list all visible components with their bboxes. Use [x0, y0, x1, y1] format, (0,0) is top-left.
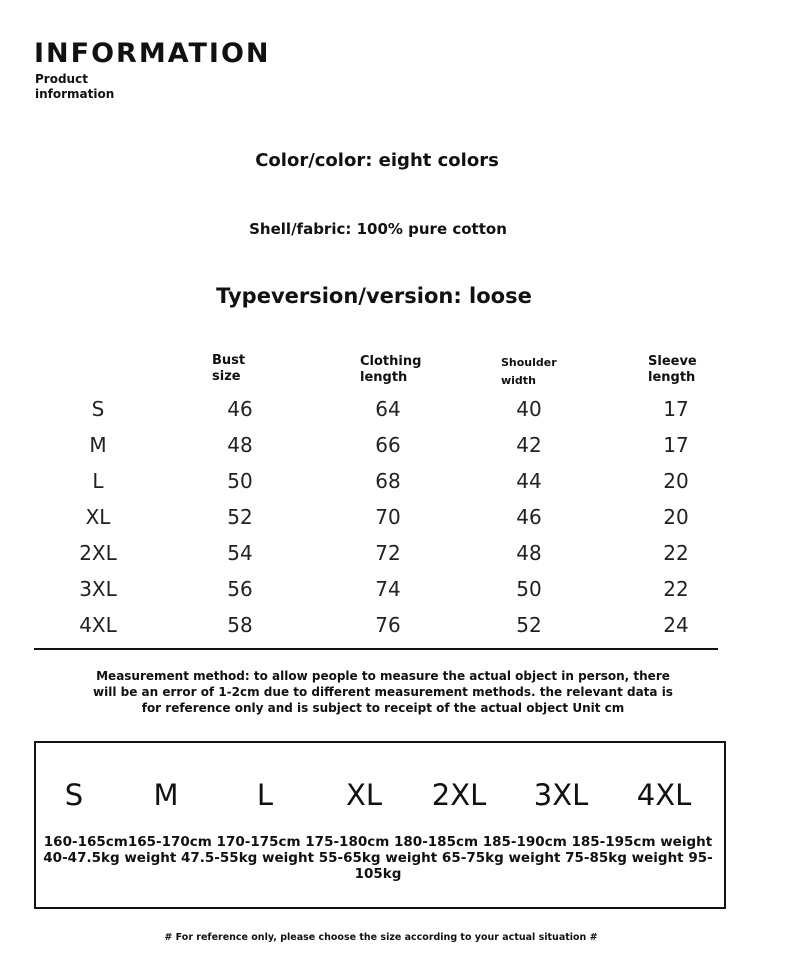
- size-label: 4XL: [636, 778, 692, 812]
- size-ranges: 160-165cm165-170cm 170-175cm 175-180cm 180-185cm 185-190cm 185-195cm weight 40-47.5kg weight 47.5-55kg weight 55-65kg weight 65-75kg weight 75-85kg weight 95-105kg: [43, 834, 713, 882]
- table-cell-shoulder: 44: [516, 469, 542, 493]
- table-cell-bust: 50: [227, 469, 253, 493]
- table-cell-shoulder: 48: [516, 541, 542, 565]
- table-cell-sleeve: 22: [663, 541, 689, 565]
- table-cell-sleeve: 17: [663, 433, 689, 457]
- table-cell-size: 2XL: [79, 541, 117, 565]
- table-cell-sleeve: 20: [663, 505, 689, 529]
- table-cell-shoulder: 46: [516, 505, 542, 529]
- size-label: M: [153, 778, 179, 812]
- table-cell-size: S: [91, 397, 105, 421]
- table-cell-size: M: [89, 433, 107, 457]
- table-cell-size: XL: [85, 505, 111, 529]
- table-cell-length: 66: [375, 433, 401, 457]
- page-title: INFORMATION: [34, 38, 271, 69]
- table-cell-shoulder: 50: [516, 577, 542, 601]
- table-cell-length: 72: [375, 541, 401, 565]
- table-cell-length: 70: [375, 505, 401, 529]
- table-cell-shoulder: 40: [516, 397, 542, 421]
- header-length: Clothing length: [360, 354, 422, 385]
- size-label: XL: [345, 778, 383, 812]
- table-cell-length: 76: [375, 613, 401, 637]
- table-cell-size: L: [92, 469, 104, 493]
- footer-note: # For reference only, please choose the size according to your actual situation #: [164, 932, 598, 943]
- spec-fabric: Shell/fabric: 100% pure cotton: [249, 220, 507, 238]
- table-cell-shoulder: 42: [516, 433, 542, 457]
- table-cell-bust: 46: [227, 397, 253, 421]
- table-cell-size: 3XL: [79, 577, 117, 601]
- size-label: L: [256, 778, 274, 812]
- table-cell-length: 74: [375, 577, 401, 601]
- header-shoulder: Shoulder width: [501, 356, 557, 387]
- table-cell-length: 68: [375, 469, 401, 493]
- table-cell-bust: 58: [227, 613, 253, 637]
- size-label: S: [64, 778, 84, 812]
- header-sleeve: Sleeve length: [648, 354, 697, 385]
- header-bust: Bust size: [212, 353, 246, 384]
- measurement-note: Measurement method: to allow people to measure the actual object in person, there will be an error of 1-2cm due to different measurement methods. the relevant data is for reference only and is subject to receipt of the actual object Unit cm: [93, 669, 673, 715]
- table-cell-sleeve: 17: [663, 397, 689, 421]
- size-label: 2XL: [431, 778, 487, 812]
- table-cell-bust: 48: [227, 433, 253, 457]
- table-cell-sleeve: 22: [663, 577, 689, 601]
- page-subtitle: Product information: [35, 72, 115, 101]
- table-divider: [34, 648, 718, 650]
- table-cell-size: 4XL: [79, 613, 117, 637]
- table-cell-sleeve: 24: [663, 613, 689, 637]
- size-guide-box: [34, 741, 726, 909]
- table-cell-shoulder: 52: [516, 613, 542, 637]
- spec-version: Typeversion/version: loose: [216, 284, 532, 308]
- size-label: 3XL: [533, 778, 589, 812]
- table-cell-bust: 54: [227, 541, 253, 565]
- table-cell-bust: 56: [227, 577, 253, 601]
- table-cell-bust: 52: [227, 505, 253, 529]
- table-cell-sleeve: 20: [663, 469, 689, 493]
- table-cell-length: 64: [375, 397, 401, 421]
- spec-color: Color/color: eight colors: [255, 150, 499, 171]
